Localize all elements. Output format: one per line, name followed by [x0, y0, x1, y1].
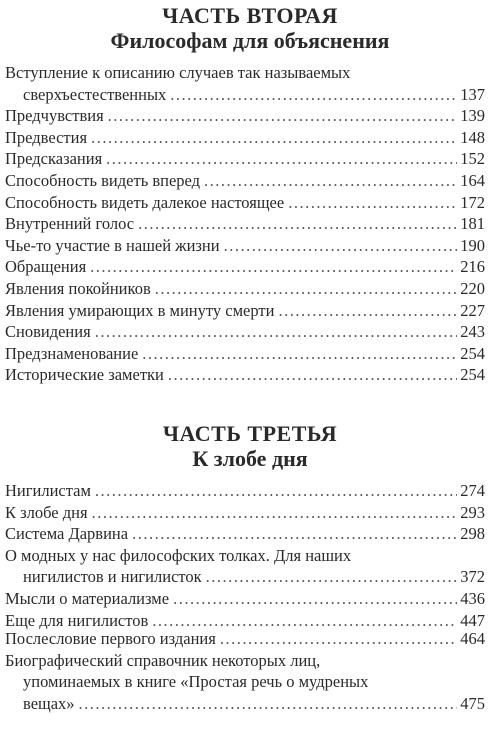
- leader-dots: [168, 364, 457, 386]
- toc-entry[interactable]: [5, 502, 485, 524]
- toc-page-number: 172: [460, 192, 485, 212]
- toc-entry-title: Предвестия: [5, 127, 88, 147]
- toc-page-number: 139: [460, 106, 485, 126]
- toc-page-number: 243: [460, 322, 485, 342]
- toc-entry-title: Нигилистам: [5, 481, 91, 500]
- toc-entry[interactable]: [5, 300, 485, 322]
- toc-page-number: 372: [460, 567, 485, 587]
- leader-dots: [79, 693, 458, 715]
- toc-entry[interactable]: [5, 235, 485, 257]
- toc-entry-fashionable-views[interactable]: [5, 545, 485, 588]
- leader-dots: [173, 588, 457, 610]
- leader-dots: [155, 278, 458, 300]
- toc-page-number: 436: [460, 588, 485, 608]
- toc-page-number: 216: [460, 257, 485, 277]
- toc-entry-title: Внутренний голос: [5, 214, 135, 234]
- toc-entry[interactable]: [5, 192, 485, 214]
- toc-page-number: 148: [460, 127, 485, 147]
- toc-page-number: 164: [460, 170, 485, 190]
- leader-dots: [204, 170, 457, 192]
- toc-entry-title: Сновидения: [5, 322, 91, 342]
- toc-entry[interactable]: [5, 127, 485, 149]
- leader-dots: [170, 84, 457, 106]
- toc-entry-title: Предчувствия: [5, 106, 104, 126]
- toc-page-number: 227: [460, 300, 485, 320]
- toc-entry[interactable]: [5, 480, 485, 502]
- leader-dots: [220, 628, 457, 650]
- toc-entry-intro[interactable]: [5, 62, 485, 105]
- toc-page-number: 220: [460, 278, 485, 298]
- toc-page-number: 190: [460, 235, 485, 255]
- toc-entry-title: К злобе дня: [5, 502, 88, 522]
- leader-dots: [92, 502, 458, 524]
- toc-page-number: 298: [460, 524, 485, 544]
- toc-entry-biographical-reference[interactable]: [5, 650, 485, 715]
- part-three-header: [0, 422, 500, 472]
- toc-entry-title-line1: Биографический справочник некоторых лиц,: [5, 650, 321, 670]
- toc-entry[interactable]: [5, 321, 485, 343]
- toc-entry-title: Система Дарвина: [5, 524, 129, 544]
- toc-page-number: 447: [460, 610, 485, 630]
- leader-dots: [206, 566, 458, 588]
- toc-page-number: 137: [460, 84, 485, 104]
- part-three-subtitle: К злобе дня: [192, 446, 308, 471]
- toc-entry[interactable]: [5, 148, 485, 170]
- toc-entry-title-line3: вещах»: [23, 693, 75, 713]
- part-three-toc: [0, 480, 500, 631]
- leader-dots: [91, 127, 457, 149]
- toc-entry-title: Исторические заметки: [5, 365, 164, 385]
- toc-entry[interactable]: [5, 343, 485, 365]
- leader-dots: [95, 480, 457, 502]
- toc-entry[interactable]: [5, 105, 485, 127]
- toc-entry-title-line1: О модных у нас философских толках. Для наших: [5, 545, 352, 565]
- leader-dots: [108, 105, 458, 127]
- toc-page-number: 274: [460, 481, 485, 500]
- toc-entry-title: Явления умирающих в минуту смерти: [5, 300, 275, 320]
- toc-page-number: 254: [460, 365, 485, 385]
- part-two-toc: [0, 62, 500, 386]
- toc-entry-title: Способность видеть далекое настоящее: [5, 192, 285, 212]
- toc-entry-title-line2: сверхъестественных: [23, 84, 167, 104]
- toc-entry[interactable]: [5, 256, 485, 278]
- leader-dots: [106, 148, 457, 170]
- toc-entry[interactable]: [5, 170, 485, 192]
- toc-entry-afterword[interactable]: [5, 628, 485, 650]
- leader-dots: [142, 343, 457, 365]
- toc-page-number: 152: [460, 149, 485, 169]
- toc-entry-title: Явления покойников: [5, 278, 151, 298]
- toc-entry-title: Мысли о материализме: [5, 588, 170, 608]
- toc-page-number: 464: [460, 629, 485, 648]
- toc-entry-title: Еще для нигилистов: [5, 610, 149, 630]
- toc-entry[interactable]: [5, 364, 485, 386]
- toc-entry-title: Послесловие первого издания: [5, 629, 216, 648]
- toc-entry-title-line1: Вступление к описанию случаев так называемых: [5, 63, 351, 82]
- leader-dots: [278, 300, 457, 322]
- toc-entry-title-line2: упоминаемых в книге «Простая речь о мудреных: [23, 672, 369, 692]
- toc-entry-title: Обращения: [5, 257, 87, 277]
- toc-page-number: 254: [460, 343, 485, 363]
- toc-page-number: 293: [460, 502, 485, 522]
- toc-entry[interactable]: [5, 213, 485, 235]
- toc-entry-title: Способность видеть вперед: [5, 170, 201, 190]
- leader-dots: [288, 192, 457, 214]
- appendix-toc: [0, 628, 500, 714]
- leader-dots: [95, 321, 458, 343]
- part-two-title: ЧАСТЬ ВТОРАЯ: [162, 3, 338, 28]
- toc-entry[interactable]: [5, 523, 485, 545]
- toc-page-number: 475: [460, 693, 485, 713]
- part-two-subtitle: Философам для объяснения: [110, 28, 390, 53]
- leader-dots: [132, 523, 457, 545]
- part-three-title: ЧАСТЬ ТРЕТЬЯ: [162, 421, 338, 446]
- toc-entry-title: Чье-то участие в нашей жизни: [5, 235, 220, 255]
- leader-dots: [138, 213, 457, 235]
- toc-entry[interactable]: [5, 588, 485, 610]
- toc-entry[interactable]: [5, 278, 485, 300]
- toc-page-number: 181: [460, 214, 485, 234]
- toc-entry-title-line2: нигилистов и нигилисток: [23, 567, 202, 587]
- toc-entry-title: Предзнаменование: [5, 343, 139, 363]
- toc-entry-title: Предсказания: [5, 149, 103, 169]
- leader-dots: [90, 256, 457, 278]
- part-two-header: [0, 4, 500, 54]
- leader-dots: [224, 235, 458, 257]
